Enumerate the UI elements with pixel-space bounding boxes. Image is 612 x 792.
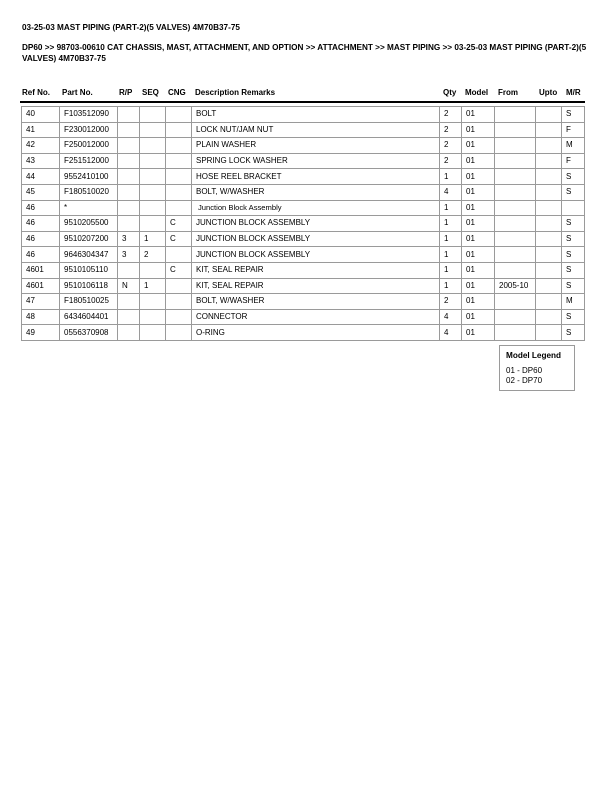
- table-row: [22, 309, 585, 325]
- cell-description: BOLT, W/WASHER: [192, 294, 440, 310]
- table-row: [22, 169, 585, 185]
- cell-seq: 2: [140, 247, 166, 263]
- cell-qty: 2: [440, 294, 462, 310]
- cell-seq: 1: [140, 278, 166, 294]
- cell-mr: S: [562, 231, 585, 247]
- cell-description: PLAIN WASHER: [192, 138, 440, 154]
- cell-ref-no: 44: [22, 169, 60, 185]
- cell-part-no: 9510106118: [60, 278, 118, 294]
- cell-from: [495, 122, 536, 138]
- cell-part-no: 6434604401: [60, 309, 118, 325]
- table-row: [22, 184, 585, 200]
- cell-part-no: 9646304347: [60, 247, 118, 263]
- cell-upto: [536, 122, 562, 138]
- cell-qty: 1: [440, 169, 462, 185]
- cell-rp: [118, 122, 140, 138]
- cell-seq: [140, 184, 166, 200]
- cell-cng: [166, 309, 192, 325]
- cell-cng: C: [166, 216, 192, 232]
- cell-rp: [118, 309, 140, 325]
- cell-part-no: F180510025: [60, 294, 118, 310]
- cell-model: 01: [462, 153, 495, 169]
- cell-from: [495, 325, 536, 341]
- cell-cng: [166, 200, 192, 216]
- cell-model: 01: [462, 231, 495, 247]
- table-row: [22, 200, 585, 216]
- cell-qty: 4: [440, 325, 462, 341]
- table-row: [22, 325, 585, 341]
- cell-from: [495, 309, 536, 325]
- cell-upto: [536, 294, 562, 310]
- cell-part-no: F230012000: [60, 122, 118, 138]
- cell-upto: [536, 325, 562, 341]
- legend-item: 02 - DP70: [506, 376, 543, 385]
- header-qty: Qty: [443, 88, 457, 97]
- cell-upto: [536, 216, 562, 232]
- cell-model: 01: [462, 309, 495, 325]
- cell-seq: [140, 138, 166, 154]
- cell-upto: [536, 247, 562, 263]
- cell-part-no: 0556370908: [60, 325, 118, 341]
- cell-mr: S: [562, 325, 585, 341]
- cell-description: KIT, SEAL REPAIR: [192, 262, 440, 278]
- cell-qty: 2: [440, 153, 462, 169]
- cell-from: [495, 216, 536, 232]
- model-legend: [499, 345, 575, 391]
- cell-ref-no: 45: [22, 184, 60, 200]
- breadcrumb: DP60 >> 98703-00610 CAT CHASSIS, MAST, ATTACHMENT, AND OPTION >> ATTACHMENT >> MAST PIPING >> 03-25-03 MAST PIPING (PART-2)(5 VALVES) 4M70B37-75: [22, 43, 587, 63]
- cell-mr: M: [562, 294, 585, 310]
- cell-model: 01: [462, 294, 495, 310]
- table-row: [22, 138, 585, 154]
- cell-from: [495, 247, 536, 263]
- cell-seq: [140, 309, 166, 325]
- cell-cng: [166, 169, 192, 185]
- cell-from: [495, 231, 536, 247]
- cell-mr: M: [562, 138, 585, 154]
- cell-ref-no: 42: [22, 138, 60, 154]
- cell-from: [495, 169, 536, 185]
- cell-upto: [536, 262, 562, 278]
- cell-qty: 4: [440, 309, 462, 325]
- cell-cng: [166, 107, 192, 123]
- cell-description: Junction Block Assembly: [192, 200, 440, 216]
- cell-mr: S: [562, 262, 585, 278]
- cell-model: 01: [462, 247, 495, 263]
- cell-part-no: 9510105110: [60, 262, 118, 278]
- cell-rp: [118, 138, 140, 154]
- cell-qty: 1: [440, 231, 462, 247]
- cell-description: KIT, SEAL REPAIR: [192, 278, 440, 294]
- cell-part-no: F103512090: [60, 107, 118, 123]
- table-row: [22, 262, 585, 278]
- cell-mr: [562, 200, 585, 216]
- cell-description: HOSE REEL BRACKET: [192, 169, 440, 185]
- cell-mr: S: [562, 107, 585, 123]
- cell-ref-no: 47: [22, 294, 60, 310]
- cell-rp: [118, 153, 140, 169]
- cell-model: 01: [462, 122, 495, 138]
- cell-cng: [166, 138, 192, 154]
- cell-cng: [166, 294, 192, 310]
- cell-mr: S: [562, 247, 585, 263]
- cell-cng: C: [166, 262, 192, 278]
- table-row: [22, 153, 585, 169]
- table-row: [22, 278, 585, 294]
- cell-seq: [140, 216, 166, 232]
- cell-ref-no: 46: [22, 216, 60, 232]
- cell-model: 01: [462, 107, 495, 123]
- cell-upto: [536, 169, 562, 185]
- cell-cng: [166, 153, 192, 169]
- cell-ref-no: 46: [22, 247, 60, 263]
- cell-cng: [166, 184, 192, 200]
- cell-from: [495, 262, 536, 278]
- table-row: [22, 247, 585, 263]
- cell-mr: S: [562, 309, 585, 325]
- cell-from: [495, 107, 536, 123]
- cell-ref-no: 43: [22, 153, 60, 169]
- cell-description: LOCK NUT/JAM NUT: [192, 122, 440, 138]
- header-ref-no: Ref No.: [22, 88, 50, 97]
- cell-cng: [166, 122, 192, 138]
- cell-seq: [140, 262, 166, 278]
- cell-description: O-RING: [192, 325, 440, 341]
- cell-mr: S: [562, 169, 585, 185]
- cell-upto: [536, 184, 562, 200]
- cell-model: 01: [462, 216, 495, 232]
- cell-seq: [140, 169, 166, 185]
- header-description: Description Remarks: [195, 88, 276, 97]
- cell-qty: 1: [440, 278, 462, 294]
- cell-part-no: 9510207200: [60, 231, 118, 247]
- cell-seq: [140, 153, 166, 169]
- cell-rp: [118, 294, 140, 310]
- header-rp: R/P: [119, 88, 133, 97]
- cell-from: [495, 200, 536, 216]
- header-from: From: [498, 88, 518, 97]
- cell-ref-no: 40: [22, 107, 60, 123]
- cell-rp: [118, 325, 140, 341]
- table-row: [22, 231, 585, 247]
- cell-model: 01: [462, 184, 495, 200]
- cell-from: 2005-10: [495, 278, 536, 294]
- cell-from: [495, 153, 536, 169]
- cell-rp: [118, 200, 140, 216]
- cell-mr: S: [562, 278, 585, 294]
- cell-qty: 1: [440, 247, 462, 263]
- header-rule: [20, 101, 585, 103]
- cell-description: BOLT: [192, 107, 440, 123]
- cell-mr: S: [562, 216, 585, 232]
- header-part-no: Part No.: [62, 88, 93, 97]
- cell-ref-no: 49: [22, 325, 60, 341]
- cell-part-no: *: [60, 200, 118, 216]
- cell-description: JUNCTION BLOCK ASSEMBLY: [192, 216, 440, 232]
- cell-part-no: F251512000: [60, 153, 118, 169]
- table-row: [22, 107, 585, 123]
- cell-seq: [140, 122, 166, 138]
- cell-model: 01: [462, 138, 495, 154]
- header-model: Model: [465, 88, 489, 97]
- page-title: 03-25-03 MAST PIPING (PART-2)(5 VALVES) 4M70B37-75: [22, 23, 240, 32]
- cell-upto: [536, 200, 562, 216]
- legend-item: 01 - DP60: [506, 366, 543, 375]
- cell-seq: [140, 294, 166, 310]
- parts-table: [21, 106, 585, 341]
- cell-model: 01: [462, 278, 495, 294]
- table-row: [22, 216, 585, 232]
- cell-ref-no: 48: [22, 309, 60, 325]
- cell-rp: N: [118, 278, 140, 294]
- cell-seq: [140, 325, 166, 341]
- cell-qty: 1: [440, 216, 462, 232]
- cell-ref-no: 41: [22, 122, 60, 138]
- cell-model: 01: [462, 169, 495, 185]
- table-row: [22, 122, 585, 138]
- table-header: [0, 88, 612, 100]
- cell-rp: [118, 184, 140, 200]
- cell-model: 01: [462, 200, 495, 216]
- cell-qty: 2: [440, 138, 462, 154]
- cell-mr: F: [562, 153, 585, 169]
- cell-rp: [118, 169, 140, 185]
- cell-upto: [536, 231, 562, 247]
- cell-cng: C: [166, 231, 192, 247]
- cell-ref-no: 46: [22, 231, 60, 247]
- cell-cng: [166, 278, 192, 294]
- table-row: [22, 294, 585, 310]
- cell-description: BOLT, W/WASHER: [192, 184, 440, 200]
- cell-ref-no: 4601: [22, 278, 60, 294]
- cell-rp: [118, 262, 140, 278]
- header-upto: Upto: [539, 88, 558, 97]
- cell-qty: 2: [440, 107, 462, 123]
- cell-mr: F: [562, 122, 585, 138]
- cell-part-no: 9510205500: [60, 216, 118, 232]
- cell-seq: 1: [140, 231, 166, 247]
- cell-qty: 4: [440, 184, 462, 200]
- cell-part-no: F180510020: [60, 184, 118, 200]
- cell-ref-no: 46: [22, 200, 60, 216]
- header-mr: M/R: [566, 88, 581, 97]
- cell-seq: [140, 200, 166, 216]
- cell-description: JUNCTION BLOCK ASSEMBLY: [192, 247, 440, 263]
- cell-upto: [536, 153, 562, 169]
- cell-description: JUNCTION BLOCK ASSEMBLY: [192, 231, 440, 247]
- cell-seq: [140, 107, 166, 123]
- cell-ref-no: 4601: [22, 262, 60, 278]
- legend-title: Model Legend: [506, 351, 562, 360]
- cell-from: [495, 294, 536, 310]
- cell-from: [495, 184, 536, 200]
- cell-rp: 3: [118, 247, 140, 263]
- cell-description: CONNECTOR: [192, 309, 440, 325]
- cell-part-no: F250012000: [60, 138, 118, 154]
- cell-mr: S: [562, 184, 585, 200]
- cell-qty: 1: [440, 262, 462, 278]
- cell-qty: 2: [440, 122, 462, 138]
- cell-rp: [118, 216, 140, 232]
- cell-upto: [536, 278, 562, 294]
- cell-upto: [536, 138, 562, 154]
- header-seq: SEQ: [142, 88, 159, 97]
- cell-model: 01: [462, 325, 495, 341]
- cell-cng: [166, 325, 192, 341]
- header-cng: CNG: [168, 88, 186, 97]
- cell-description: SPRING LOCK WASHER: [192, 153, 440, 169]
- cell-cng: [166, 247, 192, 263]
- cell-rp: 3: [118, 231, 140, 247]
- cell-part-no: 9552410100: [60, 169, 118, 185]
- cell-from: [495, 138, 536, 154]
- cell-qty: 1: [440, 200, 462, 216]
- cell-upto: [536, 107, 562, 123]
- cell-model: 01: [462, 262, 495, 278]
- cell-upto: [536, 309, 562, 325]
- cell-rp: [118, 107, 140, 123]
